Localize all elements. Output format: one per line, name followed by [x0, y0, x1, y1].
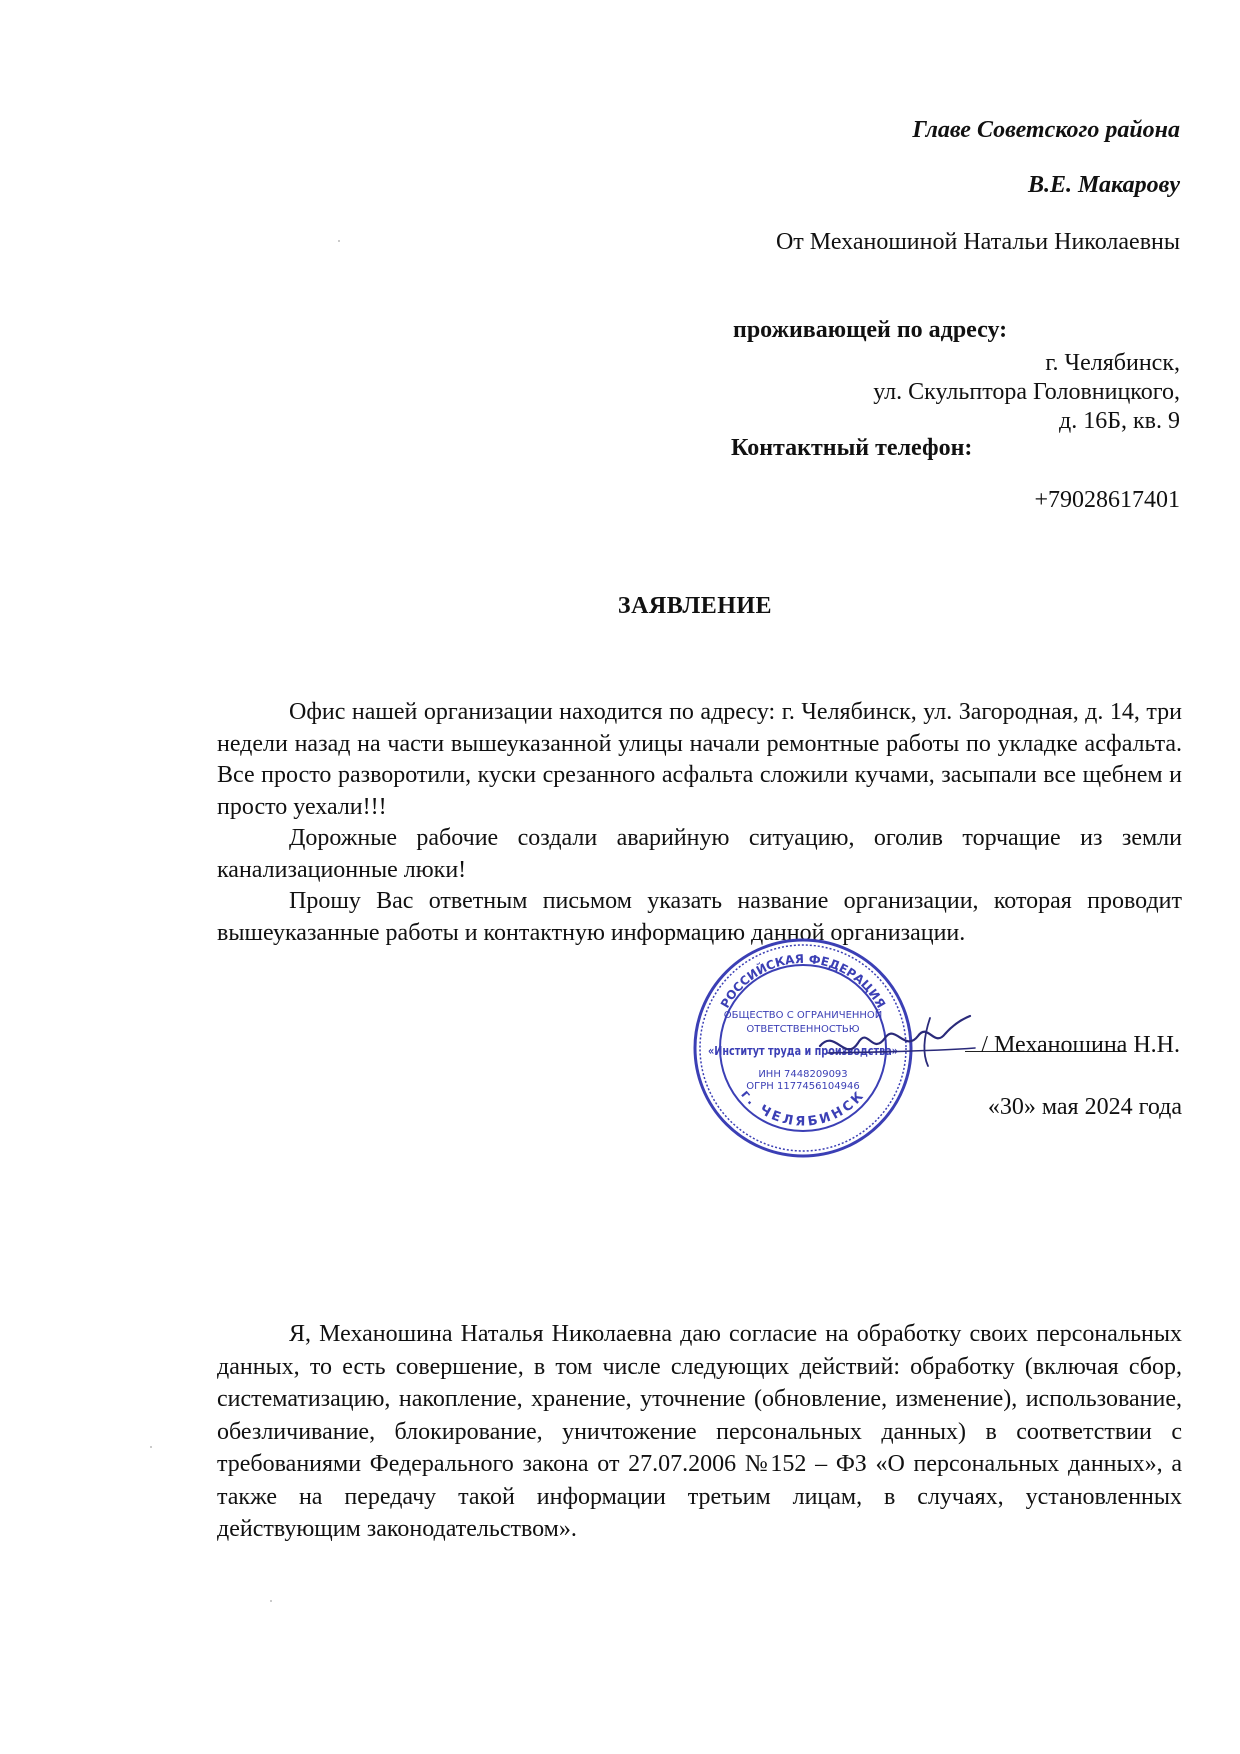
phone-value: +79028617401 — [1034, 487, 1180, 513]
recipient-line-2: В.Е. Макарову — [1028, 172, 1180, 198]
address-line-1: г. Челябинск, — [1045, 350, 1180, 376]
consent-paragraph: Я, Механошина Наталья Николаевна даю согласие на обработку своих персональных данных, то есть совершение, в том числе следующих действий: обработку (включая сбор, систематизацию, накопление, хранение, уточнение (обновление, изменение), использование, обезличивание, блокирование, уничтожение персональных данных) в соответствии с требованиями Федерального закона от 27.07.2006 №152 – ФЗ «О персональных данных», а также на передачу такой информации третьим лицам, в случаях, установленных действующим законодательством». — [217, 1321, 1182, 1542]
paragraph-3: Прошу Вас ответным письмом указать название организации, которая проводит вышеуказанные работы и контактную информацию данной организации. — [217, 888, 1182, 946]
statement-body — [217, 697, 1182, 949]
stamp-org-name: «Институт труда и производства» — [708, 1043, 898, 1058]
stamp-line-2: ОТВЕТСТВЕННОСТЬЮ — [746, 1024, 860, 1035]
svg-text:РОССИЙСКАЯ ФЕДЕРАЦИЯ — [718, 952, 888, 1011]
paragraph-1: Офис нашей организации находится по адресу: г. Челябинск, ул. Загородная, д. 14, три недели назад на части вышеуказанной улицы начали ремонтные работы по укладке асфальта. Все просто разворотили, куски срезанного асфальта сложили кучами, засыпали все щебнем и просто уехали!!! — [217, 699, 1182, 820]
recipient-line-1: Главе Советского района — [912, 117, 1180, 143]
handwritten-signature — [810, 1008, 980, 1078]
address-label: проживающей по адресу: — [733, 317, 1008, 343]
scan-speck — [270, 1600, 272, 1602]
scan-speck — [338, 240, 340, 242]
address-line-2: ул. Скульптора Головницкого, — [873, 379, 1180, 405]
from-line: От Механошиной Натальи Николаевны — [775, 229, 1180, 255]
stamp-inn: ИНН 7448209093 — [758, 1069, 848, 1080]
stamp-line-1: ОБЩЕСТВО С ОГРАНИЧЕННОЙ — [723, 1010, 883, 1021]
document-title: ЗАЯВЛЕНИЕ — [617, 593, 773, 619]
signature-date: «30» мая 2024 года — [987, 1094, 1182, 1120]
stamp-ogrn: ОГРН 1177456104946 — [746, 1081, 860, 1092]
phone-label: Контактный телефон: — [731, 435, 973, 461]
signer-name: / Механошина Н.Н. — [981, 1032, 1180, 1058]
address-line-3: д. 16Б, кв. 9 — [1059, 408, 1180, 434]
svg-text:г. ЧЕЛЯБИНСК — [737, 1087, 868, 1129]
stamp-outer-top: РОССИЙСКАЯ ФЕДЕРАЦИЯ — [717, 951, 889, 1011]
paragraph-2: Дорожные рабочие создали аварийную ситуацию, оголив торчащие из земли канализационные люки! — [217, 825, 1182, 883]
stamp-outer-bottom: г. ЧЕЛЯБИНСК — [737, 1087, 869, 1130]
scan-speck — [150, 1446, 152, 1448]
